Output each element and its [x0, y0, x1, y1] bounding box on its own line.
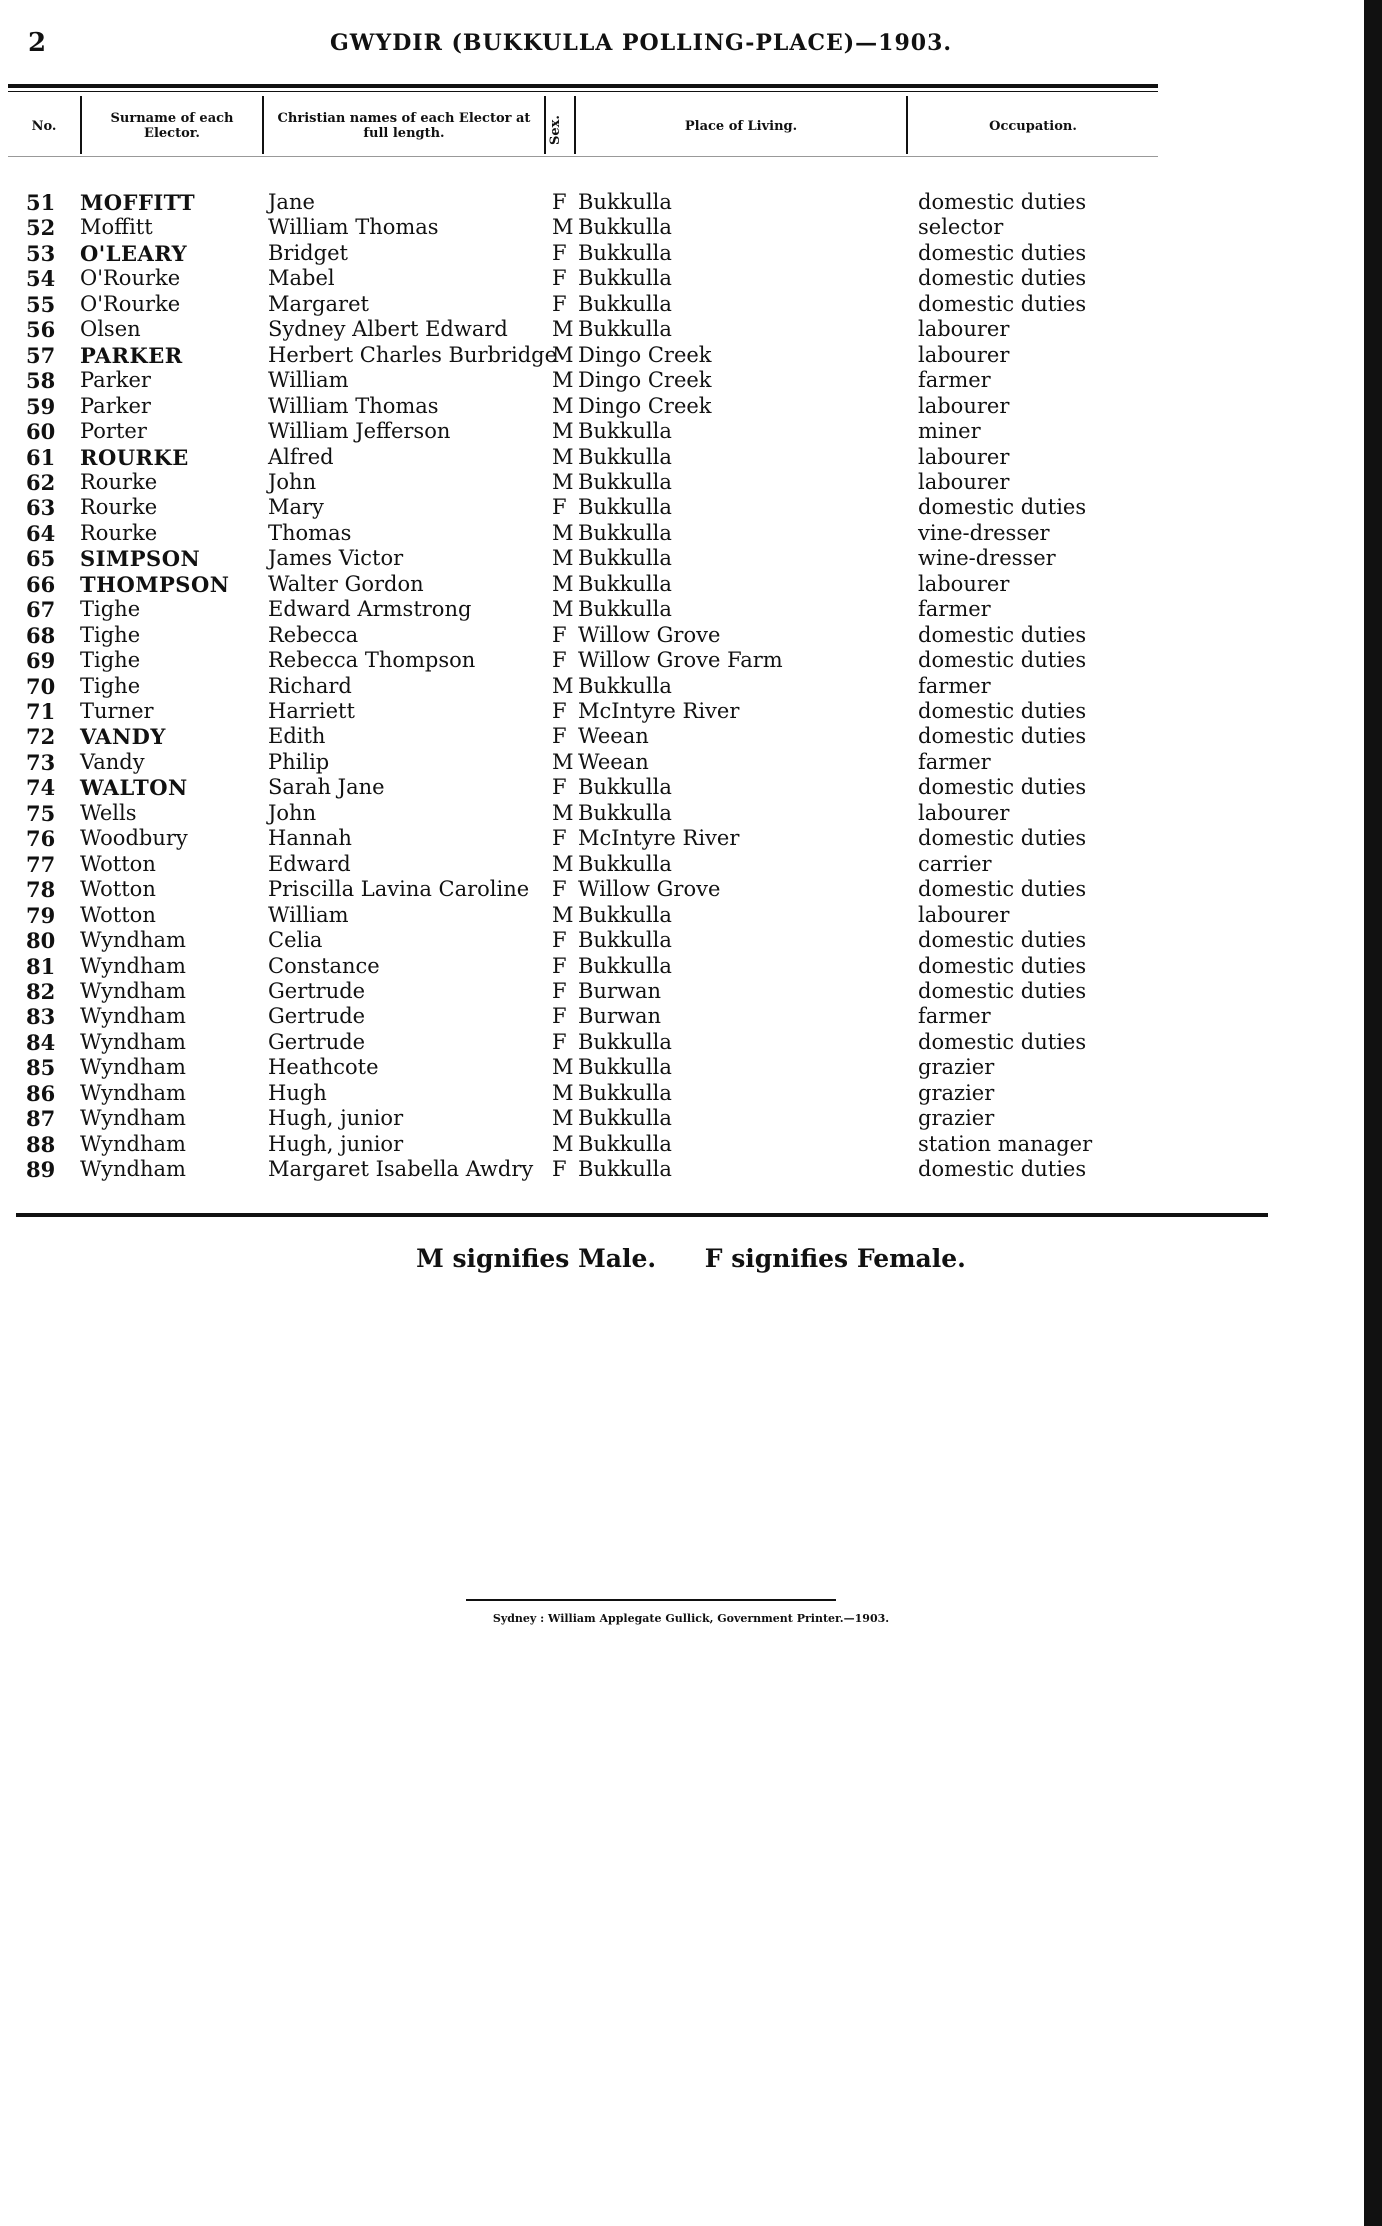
elector-number: 55	[26, 291, 56, 317]
table-row	[0, 1132, 1382, 1157]
elector-surname: Wyndham	[80, 1004, 186, 1029]
top-rule	[8, 84, 1158, 88]
printer-imprint: Sydney : William Applegate Gullick, Government Printer.—1903.	[492, 1612, 890, 1625]
elector-christian-names: Hugh	[268, 1080, 327, 1105]
table-row	[0, 801, 1382, 826]
table-row	[0, 521, 1382, 546]
elector-sex: M	[552, 749, 574, 774]
elector-sex: M	[552, 215, 574, 240]
elector-occupation: domestic duties	[918, 495, 1087, 520]
elector-occupation: carrier	[918, 851, 992, 876]
elector-number: 69	[26, 648, 56, 674]
elector-sex: M	[552, 342, 574, 367]
table-row	[0, 724, 1382, 749]
elector-sex: M	[552, 1055, 574, 1080]
elector-christian-names: Hannah	[268, 826, 352, 851]
elector-occupation: domestic duties	[918, 775, 1087, 800]
table-row	[0, 775, 1382, 800]
elector-occupation: miner	[918, 419, 981, 444]
elector-place: Bukkulla	[578, 317, 672, 342]
elector-christian-names: Gertrude	[268, 1004, 366, 1029]
elector-christian-names: Margaret Isabella Awdry	[268, 1157, 534, 1182]
elector-occupation: labourer	[918, 444, 1010, 469]
elector-sex: F	[552, 291, 567, 316]
elector-sex: M	[552, 444, 574, 469]
elector-christian-names: Heathcote	[268, 1055, 379, 1080]
elector-sex: M	[552, 597, 574, 622]
elector-christian-names: Philip	[268, 749, 330, 774]
elector-sex: F	[552, 978, 567, 1003]
elector-christian-names: Constance	[268, 953, 380, 978]
elector-christian-names: Herbert Charles Burbridge	[268, 342, 558, 367]
elector-occupation: labourer	[918, 800, 1010, 825]
elector-place: Bukkulla	[578, 902, 672, 927]
elector-christian-names: Jane	[268, 190, 315, 214]
elector-place: Bukkulla	[578, 1106, 672, 1131]
elector-christian-names: Mary	[268, 495, 324, 520]
elector-christian-names: John	[268, 800, 317, 825]
elector-place: Willow Grove Farm	[578, 648, 783, 673]
elector-number: 58	[26, 368, 56, 394]
elector-occupation: domestic duties	[918, 928, 1087, 953]
elector-sex: F	[552, 877, 567, 902]
elector-sex: M	[552, 1131, 574, 1156]
elector-christian-names: William Jefferson	[268, 419, 451, 444]
elector-place: Bukkulla	[578, 953, 672, 978]
elector-sex: M	[552, 902, 574, 927]
elector-place: McIntyre River	[578, 826, 740, 851]
elector-sex: F	[552, 699, 567, 723]
elector-christian-names: Celia	[268, 928, 323, 953]
elector-place: Weean	[578, 724, 649, 749]
elector-occupation: domestic duties	[918, 240, 1087, 265]
elector-surname: Wyndham	[80, 1055, 186, 1080]
elector-place: McIntyre River	[578, 699, 740, 723]
header-place: Place of Living.	[684, 118, 798, 134]
elector-number: 88	[26, 1131, 56, 1157]
table-row	[0, 495, 1382, 520]
elector-christian-names: Gertrude	[268, 978, 366, 1003]
elector-occupation: domestic duties	[918, 190, 1087, 214]
elector-occupation: domestic duties	[918, 877, 1087, 902]
imprint-rule	[466, 1599, 836, 1601]
sex-legend	[0, 1244, 1382, 1273]
table-row	[0, 266, 1382, 291]
table-row	[0, 546, 1382, 571]
elector-christian-names: Walter Gordon	[268, 571, 424, 596]
elector-occupation: grazier	[918, 1106, 995, 1131]
elector-number: 78	[26, 877, 56, 903]
elector-christian-names: William	[268, 902, 349, 927]
elector-number: 80	[26, 928, 56, 954]
elector-christian-names: William Thomas	[268, 215, 439, 240]
elector-place: Bukkulla	[578, 266, 672, 291]
elector-surname: Porter	[80, 419, 147, 444]
elector-number: 83	[26, 1004, 56, 1030]
table-row	[0, 699, 1382, 724]
elector-place: Bukkulla	[578, 469, 672, 494]
elector-christian-names: Mabel	[268, 266, 335, 291]
elector-occupation: grazier	[918, 1055, 995, 1080]
table-row	[0, 470, 1382, 495]
elector-number: 54	[26, 266, 56, 292]
elector-number: 76	[26, 826, 56, 852]
table-row	[0, 826, 1382, 851]
elector-place: Bukkulla	[578, 1080, 672, 1105]
elector-sex: M	[552, 469, 574, 494]
table-row	[0, 215, 1382, 240]
table-row	[0, 1081, 1382, 1106]
elector-christian-names: Edith	[268, 724, 326, 749]
elector-number: 67	[26, 597, 56, 623]
elector-sex: F	[552, 1029, 567, 1054]
elector-place: Bukkulla	[578, 444, 672, 469]
header-divider	[544, 96, 546, 154]
elector-sex: F	[552, 953, 567, 978]
elector-place: Dingo Creek	[578, 368, 712, 393]
elector-surname: Wyndham	[80, 1106, 186, 1131]
elector-occupation: domestic duties	[918, 826, 1087, 851]
elector-christian-names: Sarah Jane	[268, 775, 385, 800]
table-row	[0, 1030, 1382, 1055]
elector-number: 75	[26, 800, 56, 826]
elector-place: Bukkulla	[578, 1055, 672, 1080]
top-rule-thin	[8, 91, 1158, 92]
elector-occupation: domestic duties	[918, 266, 1087, 291]
elector-sex: F	[552, 826, 567, 851]
elector-number: 60	[26, 419, 56, 445]
elector-place: Burwan	[578, 1004, 662, 1029]
elector-number: 79	[26, 902, 56, 928]
elector-surname: WALTON	[80, 775, 188, 801]
elector-number: 56	[26, 317, 56, 343]
elector-sex: F	[552, 1004, 567, 1029]
elector-occupation: farmer	[918, 597, 991, 622]
elector-number: 72	[26, 724, 56, 750]
elector-surname: Wotton	[80, 877, 156, 902]
elector-sex: M	[552, 393, 574, 418]
table-row	[0, 1106, 1382, 1131]
elector-occupation: domestic duties	[918, 648, 1087, 673]
elector-christian-names: John	[268, 469, 317, 494]
elector-place: Burwan	[578, 978, 662, 1003]
elector-occupation: farmer	[918, 1004, 991, 1029]
elector-christian-names: Bridget	[268, 240, 348, 265]
elector-occupation: domestic duties	[918, 1029, 1087, 1054]
table-row	[0, 648, 1382, 673]
elector-place: Bukkulla	[578, 928, 672, 953]
elector-surname: ROURKE	[80, 444, 189, 470]
table-row	[0, 292, 1382, 317]
elector-surname: Olsen	[80, 317, 141, 342]
elector-christian-names: Gertrude	[268, 1029, 366, 1054]
table-row	[0, 1055, 1382, 1080]
elector-sex: M	[552, 1106, 574, 1131]
elector-surname: MOFFITT	[80, 190, 196, 215]
table-row	[0, 674, 1382, 699]
elector-place: Bukkulla	[578, 775, 672, 800]
table-row	[0, 317, 1382, 342]
elector-place: Bukkulla	[578, 291, 672, 316]
elector-number: 66	[26, 571, 56, 597]
page-edge	[1364, 0, 1382, 2226]
elector-sex: M	[552, 546, 574, 571]
elector-place: Dingo Creek	[578, 342, 712, 367]
legend-male: M signifies Male.	[416, 1244, 657, 1273]
elector-christian-names: Hugh, junior	[268, 1131, 404, 1156]
elector-surname: THOMPSON	[80, 571, 230, 597]
elector-place: Dingo Creek	[578, 393, 712, 418]
elector-surname: O'LEARY	[80, 240, 188, 266]
elector-number: 65	[26, 546, 56, 572]
elector-surname: Vandy	[80, 749, 145, 774]
elector-christian-names: Rebecca	[268, 622, 359, 647]
elector-sex: M	[552, 800, 574, 825]
elector-sex: F	[552, 724, 567, 749]
elector-surname: Wells	[80, 800, 137, 825]
elector-surname: Wyndham	[80, 978, 186, 1003]
elector-occupation: farmer	[918, 749, 991, 774]
table-row	[0, 419, 1382, 444]
elector-number: 61	[26, 444, 56, 470]
elector-occupation: grazier	[918, 1080, 995, 1105]
elector-number: 89	[26, 1157, 56, 1183]
elector-number: 81	[26, 953, 56, 979]
table-row	[0, 394, 1382, 419]
elector-sex: M	[552, 368, 574, 393]
elector-sex: M	[552, 571, 574, 596]
elector-number: 63	[26, 495, 56, 521]
elector-surname: Turner	[80, 699, 154, 723]
elector-surname: Wyndham	[80, 1080, 186, 1105]
header-surname: Surname of each Elector.	[110, 111, 234, 141]
elector-christian-names: James Victor	[268, 546, 404, 571]
table-row	[0, 368, 1382, 393]
elector-number: 53	[26, 240, 56, 266]
elector-christian-names: Sydney Albert Edward	[268, 317, 508, 342]
elector-place: Weean	[578, 749, 649, 774]
elector-surname: SIMPSON	[80, 546, 201, 572]
table-row	[0, 903, 1382, 928]
elector-christian-names: Richard	[268, 673, 352, 698]
elector-occupation: domestic duties	[918, 978, 1087, 1003]
elector-occupation: domestic duties	[918, 724, 1087, 749]
elector-number: 70	[26, 673, 56, 699]
elector-sex: F	[552, 928, 567, 953]
table-row	[0, 979, 1382, 1004]
elector-place: Bukkulla	[578, 851, 672, 876]
header-sex: Sex.	[548, 115, 563, 145]
elector-christian-names: Priscilla Lavina Caroline	[268, 877, 530, 902]
elector-surname: Rourke	[80, 520, 158, 545]
elector-place: Bukkulla	[578, 597, 672, 622]
elector-occupation: domestic duties	[918, 291, 1087, 316]
elector-number: 51	[26, 190, 56, 215]
elector-sex: M	[552, 851, 574, 876]
elector-christian-names: Edward	[268, 851, 351, 876]
elector-surname: Wyndham	[80, 1157, 186, 1182]
table-row	[0, 954, 1382, 979]
header-christian: Christian names of each Elector at full length.	[277, 111, 531, 141]
elector-sex: M	[552, 419, 574, 444]
elector-place: Bukkulla	[578, 571, 672, 596]
elector-surname: Wyndham	[80, 953, 186, 978]
elector-sex: M	[552, 520, 574, 545]
elector-surname: Tighe	[80, 597, 141, 622]
elector-sex: M	[552, 317, 574, 342]
page-number: 2	[28, 28, 47, 58]
elector-number: 84	[26, 1029, 56, 1055]
elector-christian-names: William	[268, 368, 349, 393]
elector-surname: PARKER	[80, 342, 183, 368]
elector-place: Bukkulla	[578, 546, 672, 571]
elector-occupation: station manager	[918, 1131, 1093, 1156]
table-row	[0, 241, 1382, 266]
elector-christian-names: Rebecca Thompson	[268, 648, 476, 673]
elector-surname: Wyndham	[80, 1029, 186, 1054]
bottom-rule	[16, 1213, 1268, 1217]
elector-number: 68	[26, 622, 56, 648]
header-no: No.	[31, 118, 57, 134]
elector-number: 64	[26, 520, 56, 546]
elector-surname: Wotton	[80, 902, 156, 927]
table-row	[0, 572, 1382, 597]
elector-surname: Woodbury	[80, 826, 188, 851]
elector-number: 87	[26, 1106, 56, 1132]
elector-christian-names: Harriett	[268, 699, 355, 723]
table-row	[0, 928, 1382, 953]
elector-place: Bukkulla	[578, 1029, 672, 1054]
elector-place: Bukkulla	[578, 419, 672, 444]
elector-place: Bukkulla	[578, 495, 672, 520]
elector-place: Bukkulla	[578, 190, 672, 214]
elector-surname: Tighe	[80, 622, 141, 647]
elector-christian-names: Edward Armstrong	[268, 597, 472, 622]
table-row	[0, 623, 1382, 648]
table-row	[0, 1004, 1382, 1029]
elector-surname: Moffitt	[80, 215, 153, 240]
elector-sex: F	[552, 648, 567, 673]
elector-christian-names: William Thomas	[268, 393, 439, 418]
elector-christian-names: Alfred	[268, 444, 334, 469]
elector-sex: F	[552, 622, 567, 647]
elector-sex: F	[552, 266, 567, 291]
elector-surname: O'Rourke	[80, 291, 181, 316]
elector-place: Willow Grove	[578, 622, 721, 647]
elector-number: 86	[26, 1080, 56, 1106]
table-row	[0, 190, 1382, 215]
elector-place: Bukkulla	[578, 1131, 672, 1156]
elector-occupation: domestic duties	[918, 622, 1087, 647]
elector-surname: O'Rourke	[80, 266, 181, 291]
elector-sex: M	[552, 1080, 574, 1105]
elector-number: 85	[26, 1055, 56, 1081]
elector-surname: Tighe	[80, 673, 141, 698]
elector-surname: Parker	[80, 368, 151, 393]
elector-number: 73	[26, 749, 56, 775]
elector-occupation: labourer	[918, 902, 1010, 927]
elector-sex: F	[552, 190, 567, 214]
elector-sex: F	[552, 240, 567, 265]
elector-number: 62	[26, 469, 56, 495]
elector-place: Bukkulla	[578, 800, 672, 825]
elector-occupation: domestic duties	[918, 699, 1087, 723]
elector-surname: VANDY	[80, 724, 166, 750]
elector-occupation: domestic duties	[918, 1157, 1087, 1182]
elector-surname: Wotton	[80, 851, 156, 876]
elector-place: Bukkulla	[578, 673, 672, 698]
table-row	[0, 597, 1382, 622]
elector-occupation: vine-dresser	[918, 520, 1050, 545]
elector-place: Bukkulla	[578, 1157, 672, 1182]
table-row	[0, 445, 1382, 470]
elector-sex: F	[552, 775, 567, 800]
table-row	[0, 750, 1382, 775]
elector-occupation: labourer	[918, 317, 1010, 342]
elector-occupation: selector	[918, 215, 1004, 240]
header-occupation: Occupation.	[989, 118, 1077, 134]
elector-christian-names: Thomas	[268, 520, 352, 545]
elector-number: 52	[26, 215, 56, 241]
elector-occupation: labourer	[918, 571, 1010, 596]
table-row	[0, 852, 1382, 877]
elector-place: Bukkulla	[578, 520, 672, 545]
elector-sex: F	[552, 1157, 567, 1182]
elector-surname: Wyndham	[80, 928, 186, 953]
elector-number: 59	[26, 393, 56, 419]
elector-occupation: farmer	[918, 368, 991, 393]
elector-surname: Parker	[80, 393, 151, 418]
table-row	[0, 1157, 1382, 1182]
elector-place: Bukkulla	[578, 240, 672, 265]
legend-female: F signifies Female.	[704, 1244, 966, 1273]
table-row	[0, 877, 1382, 902]
elector-surname: Tighe	[80, 648, 141, 673]
elector-christian-names: Hugh, junior	[268, 1106, 404, 1131]
elector-occupation: farmer	[918, 673, 991, 698]
elector-christian-names: Margaret	[268, 291, 369, 316]
elector-number: 71	[26, 699, 56, 724]
header-rule	[8, 156, 1158, 157]
elector-surname: Rourke	[80, 469, 158, 494]
running-head: GWYDIR (BUKKULLA POLLING-PLACE)—1903.	[330, 30, 953, 56]
elector-number: 74	[26, 775, 56, 801]
elector-occupation: domestic duties	[918, 953, 1087, 978]
elector-place: Willow Grove	[578, 877, 721, 902]
elector-sex: F	[552, 495, 567, 520]
elector-sex: M	[552, 673, 574, 698]
elector-number: 77	[26, 851, 56, 877]
table-row	[0, 343, 1382, 368]
elector-occupation: labourer	[918, 342, 1010, 367]
elector-number: 57	[26, 342, 56, 368]
elector-occupation: labourer	[918, 469, 1010, 494]
elector-occupation: wine-dresser	[918, 546, 1056, 571]
elector-occupation: labourer	[918, 393, 1010, 418]
elector-surname: Wyndham	[80, 1131, 186, 1156]
elector-number: 82	[26, 978, 56, 1004]
elector-surname: Rourke	[80, 495, 158, 520]
elector-place: Bukkulla	[578, 215, 672, 240]
